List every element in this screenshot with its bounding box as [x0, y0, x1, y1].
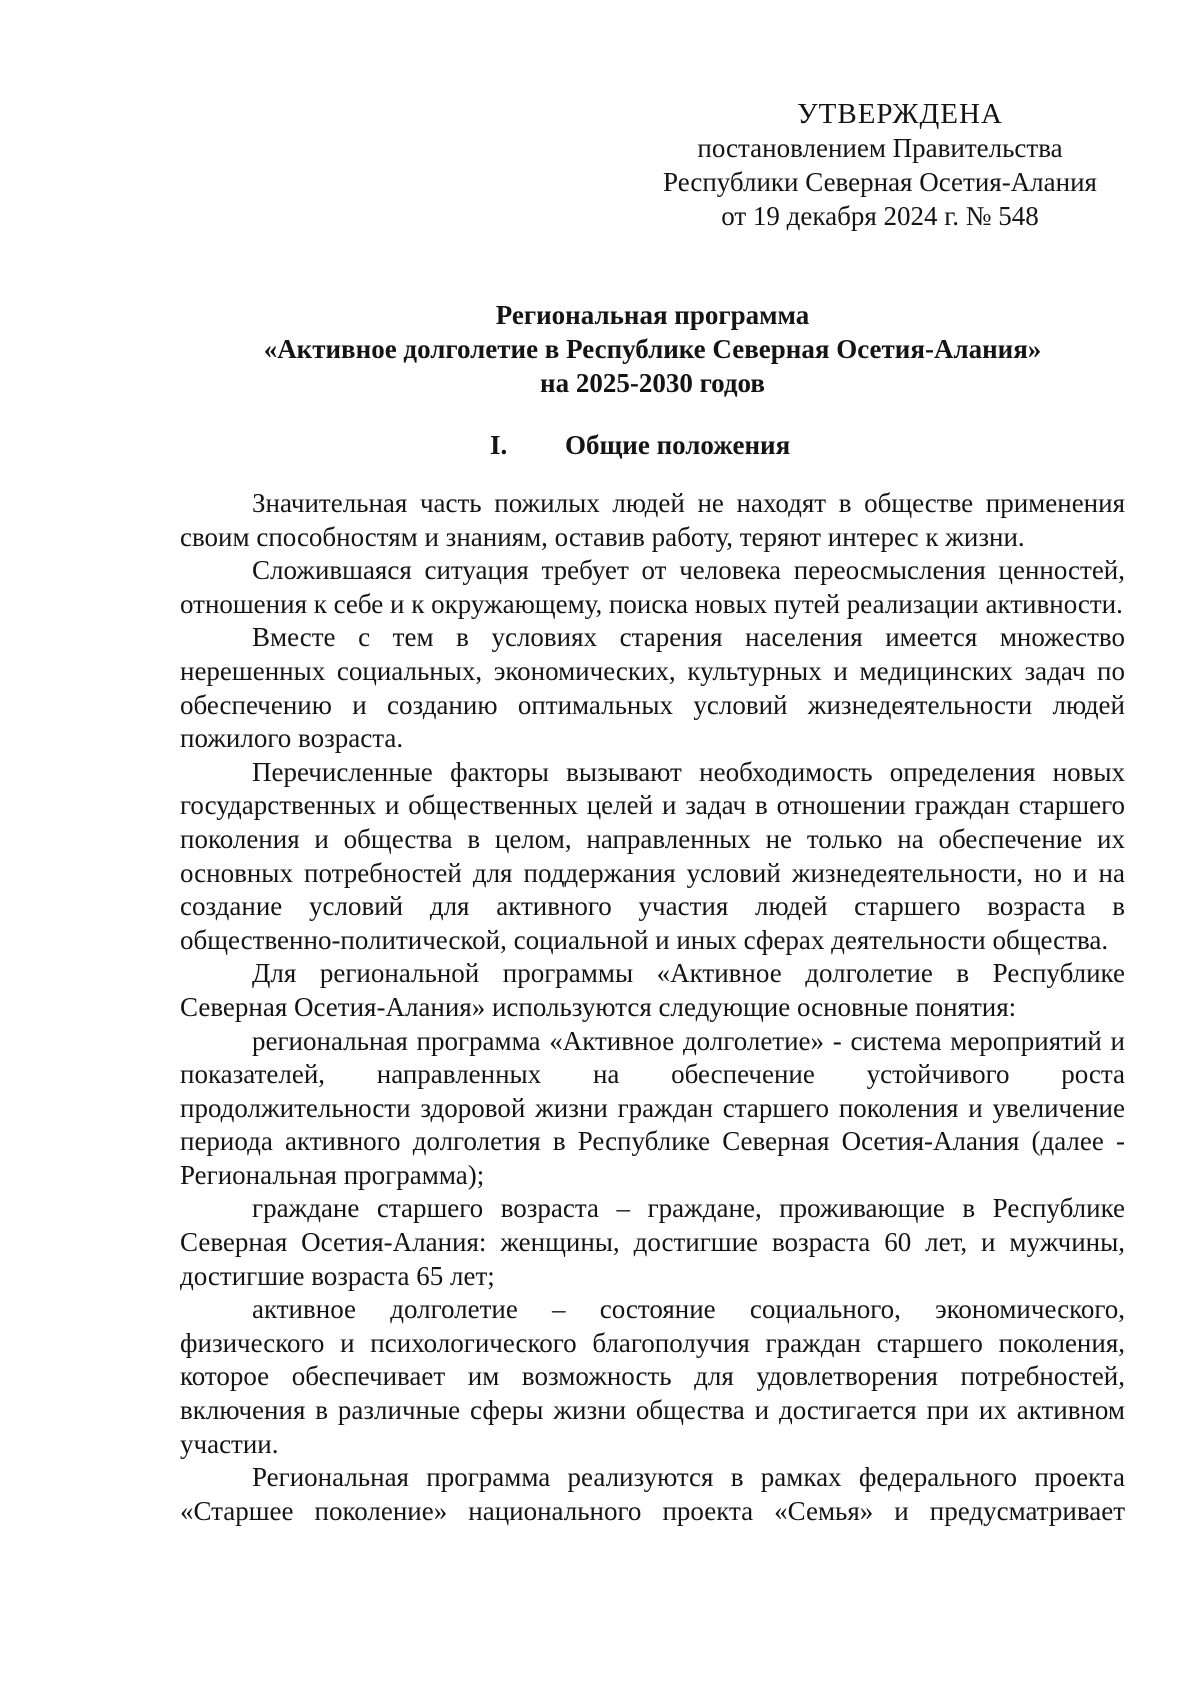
- paragraph: Для региональной программы «Активное долголетие в Республике Северная Осетия-Алания» используются следующие основные понятия:: [180, 958, 1125, 1022]
- program-title-line-3: на 2025-2030 годов: [540, 368, 765, 398]
- document-body: [180, 487, 1125, 1528]
- paragraph: Перечисленные факторы вызывают необходимость определения новых государственных и общественных целей и задач в отношении граждан старшего поколения и общества в целом, направленных не только на обеспечение их основных потребностей для поддержания условий жизнедеятельности, но и на создание условий для активного участия людей старшего возраста в общественно-политической, социальной и иных сферах деятельности общества.: [180, 756, 1125, 955]
- paragraph: Региональная программа реализуются в рамках федерального проекта «Старшее поколение» национального проекта «Семья» и предусматривает: [180, 1462, 1125, 1526]
- program-title-line-1: Региональная программа: [495, 300, 810, 330]
- approval-stamp: [600, 97, 1160, 233]
- approval-line-3: от 19 декабря 2024 г. № 548: [721, 201, 1039, 231]
- paragraph: Значительная часть пожилых людей не находят в обществе применения своим способностям и знаниям, оставив работу, теряют интерес к жизни.: [180, 488, 1125, 552]
- paragraph: активное долголетие – состояние социального, экономического, физического и психологического благополучия граждан старшего поколения, которое обеспечивает им возможность для удовлетворения потребностей, включения в различные сферы жизни общества и достигается при их активном участии.: [180, 1294, 1125, 1459]
- section-title: Общие положения: [565, 430, 791, 460]
- paragraph: Сложившаяся ситуация требует от человека переосмысления ценностей, отношения к себе и к окружающему, поиска новых путей реализации активности.: [180, 555, 1125, 619]
- paragraph: граждане старшего возраста – граждане, проживающие в Республике Северная Осетия-Алания: женщины, достигшие возраста 60 лет, и мужчины, достигшие возраста 65 лет;: [180, 1193, 1125, 1291]
- approval-line-1: постановлением Правительства: [697, 133, 1063, 163]
- paragraph: Вместе с тем в условиях старения населения имеется множество нерешенных социальных, экономических, культурных и медицинских задач по обеспечению и созданию оптимальных условий жизнедеятельности людей пожилого возраста.: [180, 622, 1125, 754]
- approval-title: УТВЕРЖДЕНА: [797, 98, 1003, 130]
- section-number: I.: [490, 430, 508, 460]
- approval-line-2: Республики Северная Осетия-Алания: [663, 167, 1097, 197]
- paragraph: региональная программа «Активное долголетие» - система мероприятий и показателей, направленных на обеспечение устойчивого роста продолжительности здоровой жизни граждан старшего поколения и увеличение периода активного долголетия в Республике Северная Осетия-Алания (далее - Региональная программа);: [180, 1025, 1125, 1190]
- program-title: [180, 298, 1125, 400]
- program-title-line-2: «Активное долголетие в Республике Северная Осетия-Алания»: [263, 334, 1042, 364]
